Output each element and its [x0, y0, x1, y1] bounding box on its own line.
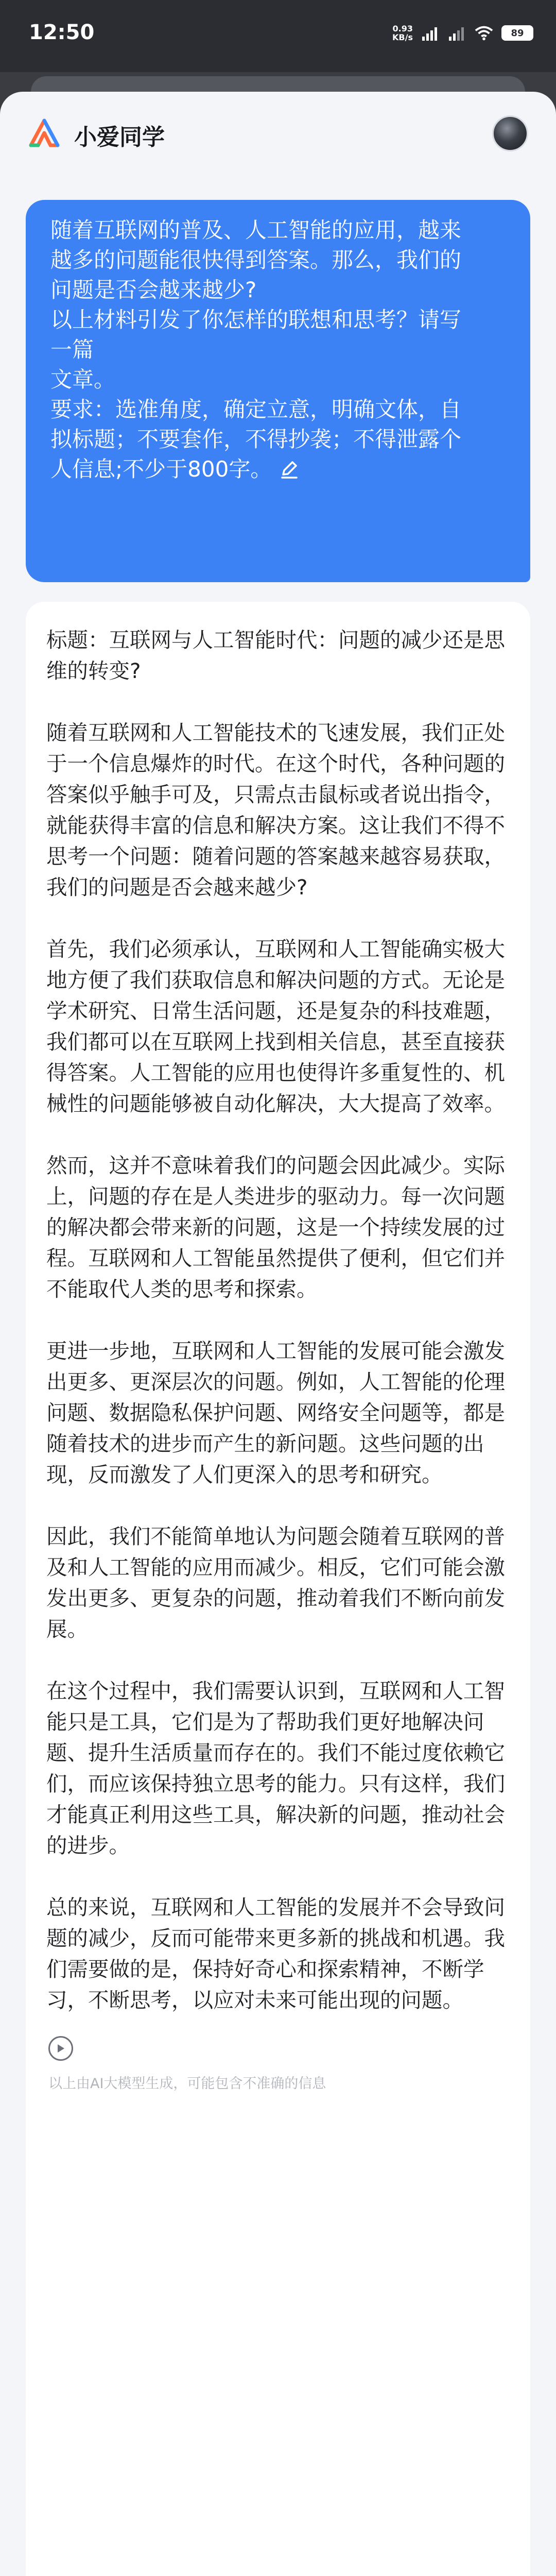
network-speed-value: 0.93: [392, 24, 413, 33]
app-title: 小爱同学: [74, 124, 165, 150]
user-message-line: 文章。: [50, 367, 116, 392]
network-speed: [392, 24, 413, 42]
xiaoai-logo-icon: [28, 117, 61, 150]
network-speed-unit: KB/s: [392, 32, 413, 42]
status-time: 12:50: [29, 21, 95, 44]
user-message-line: 以上材料引发了你怎样的联想和思考？请写: [50, 307, 462, 332]
status-icons: [392, 22, 533, 44]
user-message-line: 要求：选准角度，确定立意，明确文体，自: [50, 397, 462, 422]
ai-disclaimer: 以上由AI大模型生成，可能包含不准确的信息: [48, 2076, 326, 2092]
answer-paragraph: 在这个过程中，我们需要认识到，互联网和人工智能只是工具，它们是为了帮助我们更好地解决问题、提升生活质量而存在的。我们不能过度依赖它们，而应该保持独立思考的能力。只有这样，我们才能真正利用这些工具，解决新的问题，推动社会的进步。: [46, 1679, 505, 1858]
user-message-line: 越多的问题能很快得到答案。那么，我们的: [50, 247, 462, 273]
edit-pen-icon[interactable]: [278, 458, 301, 481]
battery-icon: 89: [501, 25, 533, 41]
user-message-bubble[interactable]: [26, 200, 530, 582]
app-header: [0, 92, 556, 169]
answer-paragraph: 首先，我们必须承认，互联网和人工智能确实极大地方便了我们获取信息和解决问题的方式。无论是学术研究、日常生活问题，还是复杂的科技难题，我们都可以在互联网上找到相关信息，甚至直接获得答案。人工智能的应用也使得许多重复性的、机械性的问题能够被自动化解决，大大提高了效率。: [46, 937, 505, 1116]
user-message-line: 问题是否会越来越少?: [50, 277, 257, 302]
answer-paragraph: 更进一步地，互联网和人工智能的发展可能会激发出更多、更深层次的问题。例如，人工智能的伦理问题、数据隐私保护问题、网络安全问题等，都是随着技术的进步而产生的新问题。这些问题的出现，反而激发了人们更深入的思考和研究。: [46, 1338, 505, 1487]
ai-answer-card: [26, 602, 530, 2576]
play-icon: [56, 2043, 65, 2054]
answer-paragraph: 总的来说，互联网和人工智能的发展并不会导致问题的减少，反而可能带来更多新的挑战和机遇。我们需要做的是，保持好奇心和探索精神，不断学习，不断思考，以应对未来可能出现的问题。: [46, 1895, 505, 2012]
signal-icon: [421, 25, 440, 41]
user-message-line-last: [50, 454, 508, 484]
wifi-icon: [475, 25, 493, 41]
answer-paragraph: 随着互联网和人工智能技术的飞速发展，我们正处于一个信息爆炸的时代。在这个时代，各种问题的答案似乎触手可及，只需点击鼠标或者说出指令，就能获得丰富的信息和解决方案。这让我们不得不思考一个问题：随着问题的答案越来越容易获取，我们的问题是否会越来越少?: [46, 720, 505, 900]
user-message-line: 一篇: [50, 337, 94, 362]
user-message-line: 拟标题；不要套作，不得抄袭；不得泄露个: [50, 427, 462, 452]
play-audio-button[interactable]: [48, 2036, 73, 2061]
signal-icon-2: [448, 25, 466, 41]
user-message-line: 随着互联网的普及、人工智能的应用，越来: [50, 217, 462, 243]
status-bar: [0, 0, 556, 72]
answer-title: 标题：互联网与人工智能时代：问题的减少还是思维的转变?: [46, 628, 505, 683]
answer-paragraph: 因此，我们不能简单地认为问题会随着互联网的普及和人工智能的应用而减少。相反，它们可能会激发出更多、更复杂的问题，推动着我们不断向前发展。: [46, 1524, 505, 1641]
assistant-sheet: [0, 92, 556, 2576]
user-message-line-text: 人信息;不少于800字。: [50, 456, 272, 482]
user-avatar[interactable]: [492, 115, 528, 151]
answer-paragraph: 然而，这并不意味着我们的问题会因此减少。实际上，问题的存在是人类进步的驱动力。每一次问题的解决都会带来新的问题，这是一个持续发展的过程。互联网和人工智能虽然提供了便利，但它们并不能取代人类的思考和探索。: [46, 1153, 505, 1301]
